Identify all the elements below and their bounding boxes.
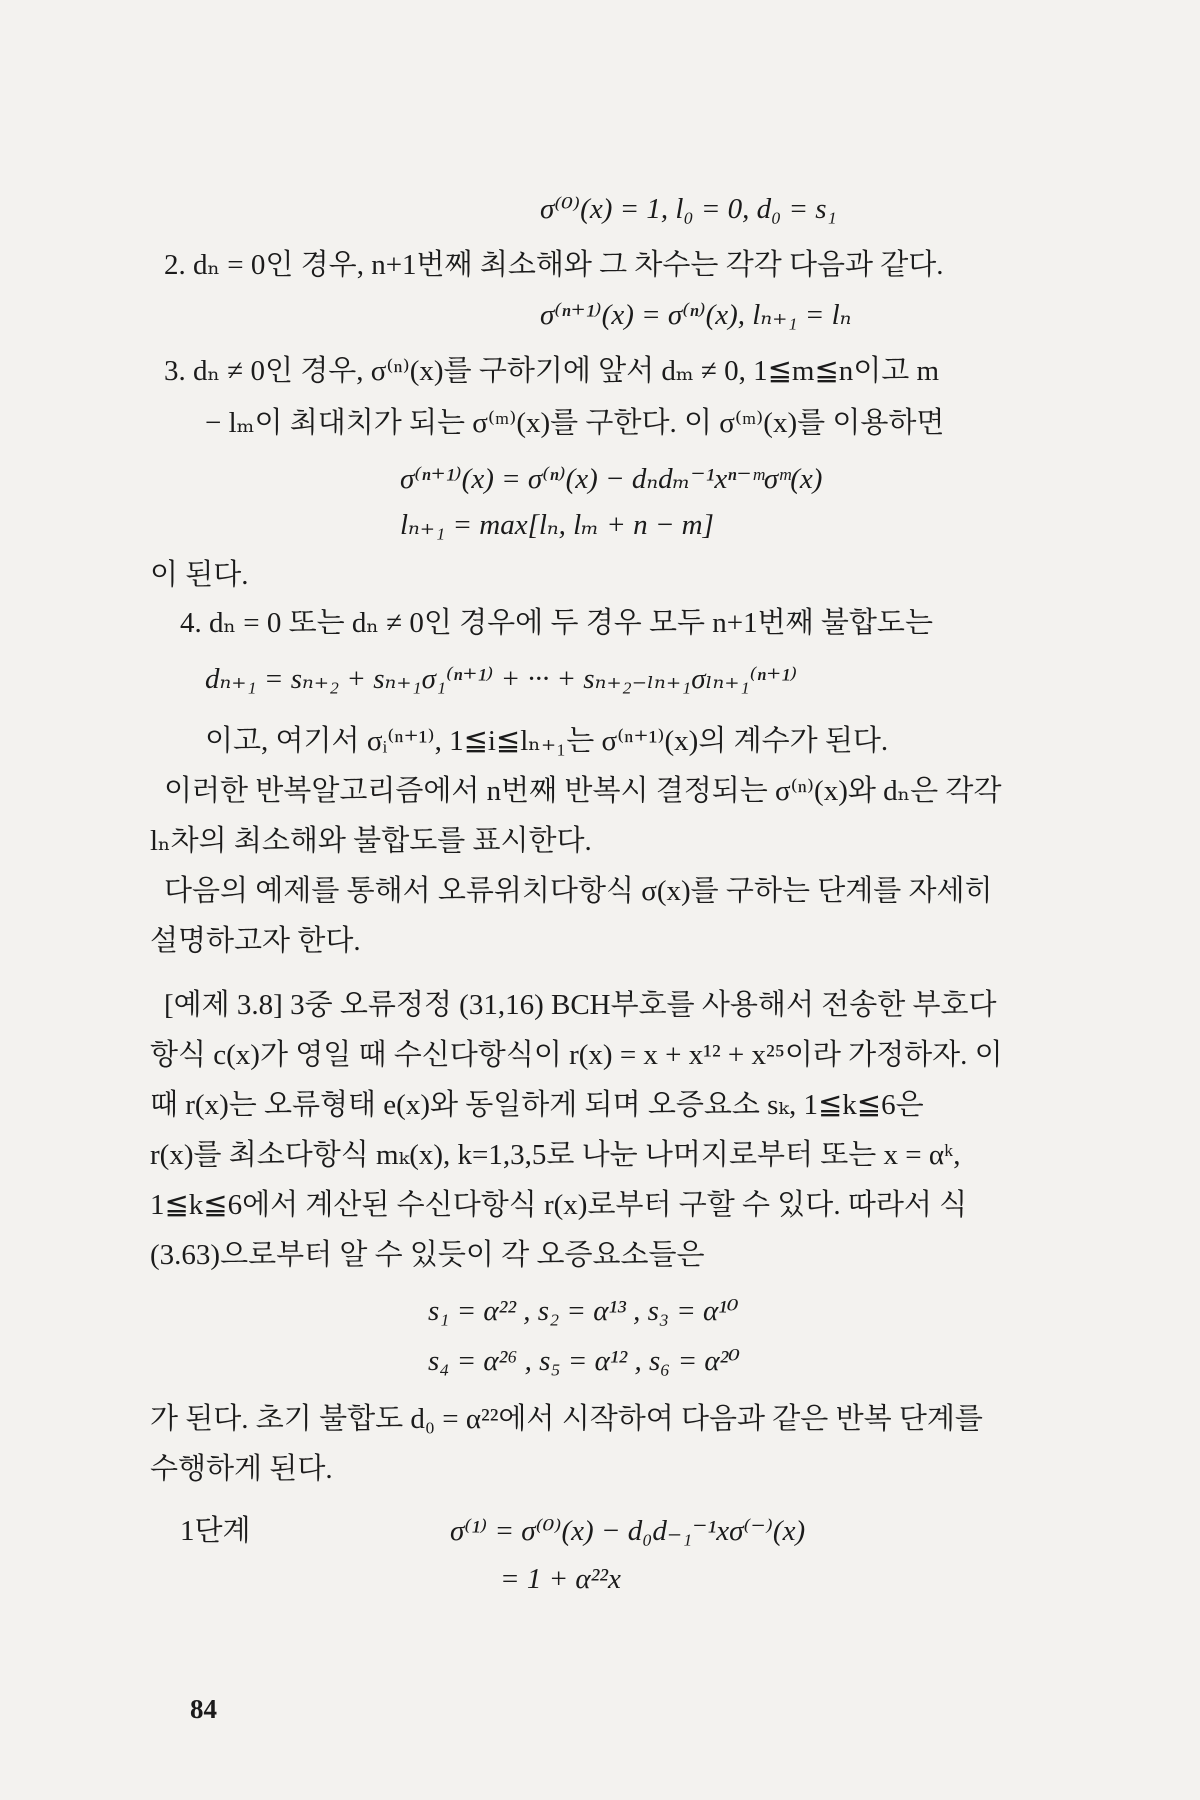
example-3-8-line6: (3.63)으로부터 알 수 있듯이 각 오증요소들은 (150, 1239, 705, 1271)
step-1-equation-line1: σ⁽¹⁾ = σ⁽⁰⁾(x) − d₀d₋₁⁻¹xσ⁽⁻⁾(x) (450, 1515, 806, 1547)
item-4-text: 4. dₙ = 0 또는 dₙ ≠ 0인 경우에 두 경우 모두 n+1번째 불합도는 (180, 607, 933, 639)
paragraph-initial-discrepancy-line1: 가 된다. 초기 불합도 d₀ = α²²에서 시작하여 다음과 같은 반복 단계를 (150, 1403, 983, 1435)
equation-sigma-update: σ⁽ⁿ⁺¹⁾(x) = σ⁽ⁿ⁾(x) − dₙdₘ⁻¹xⁿ⁻ᵐσᵐ(x) (400, 463, 823, 495)
example-3-8-line1: [예제 3.8] 3중 오류정정 (31,16) BCH부호를 사용해서 전송한 부호다 (164, 989, 997, 1021)
example-3-8-line2: 항식 c(x)가 영일 때 수신다항식이 r(x) = x + x¹² + x²⁵이라 가정하자. 이 (150, 1039, 1003, 1071)
paragraph-example-intro-line2: 설명하고자 한다. (150, 925, 361, 957)
item-3-text-line1: 3. dₙ ≠ 0인 경우, σ⁽ⁿ⁾(x)를 구하기에 앞서 dₘ ≠ 0, 1≦m≦n이고 m (164, 355, 940, 387)
equation-initial-conditions: σ⁽⁰⁾(x) = 1, l₀ = 0, d₀ = s₁ (540, 193, 837, 225)
step-1-equation-line2: = 1 + α²²x (500, 1563, 621, 1595)
example-3-8-line3: 때 r(x)는 오류형태 e(x)와 동일하게 되며 오증요소 sₖ, 1≦k≦6은 (150, 1089, 924, 1121)
example-3-8-line5: 1≦k≦6에서 계산된 수신다항식 r(x)로부터 구할 수 있다. 따라서 식 (150, 1189, 968, 1221)
example-3-8-line4: r(x)를 최소다항식 mₖ(x), k=1,3,5로 나눈 나머지로부터 또는 x = αᵏ, (150, 1139, 961, 1171)
paragraph-iteration-line1: 이러한 반복알고리즘에서 n번째 반복시 결정되는 σ⁽ⁿ⁾(x)와 dₙ은 각각 (164, 775, 1002, 807)
paragraph-iteration-line2: lₙ차의 최소해와 불합도를 표시한다. (150, 825, 592, 857)
item-2-text: 2. dₙ = 0인 경우, n+1번째 최소해와 그 차수는 각각 다음과 같다. (164, 249, 944, 281)
equation-l-update: lₙ₊₁ = max[lₙ, lₘ + n − m] (400, 509, 714, 541)
step-1-label: 1단계 (180, 1515, 251, 1547)
text-becomes: 이 된다. (150, 559, 249, 591)
paragraph-initial-discrepancy-line2: 수행하게 된다. (150, 1453, 333, 1485)
paragraph-example-intro-line1: 다음의 예제를 통해서 오류위치다항식 σ(x)를 구하는 단계를 자세히 (164, 875, 993, 907)
equation-discrepancy: dₙ₊₁ = sₙ₊₂ + sₙ₊₁σ₁⁽ⁿ⁺¹⁾ + ··· + sₙ₊₂₋ₗₙ₊₁σₗₙ₊₁⁽ⁿ⁺¹⁾ (205, 663, 798, 695)
page-number: 84 (190, 1694, 217, 1724)
text-coefficients: 이고, 여기서 σᵢ⁽ⁿ⁺¹⁾, 1≦i≦lₙ₊₁는 σ⁽ⁿ⁺¹⁾(x)의 계수가 된다. (205, 725, 889, 757)
syndromes-row-2: s₄ = α²⁶ , s₅ = α¹² , s₆ = α²⁰ (428, 1345, 740, 1377)
equation-item-2: σ⁽ⁿ⁺¹⁾(x) = σ⁽ⁿ⁾(x), lₙ₊₁ = lₙ (540, 299, 852, 331)
item-3-text-line2: − lₘ이 최대치가 되는 σ⁽ᵐ⁾(x)를 구한다. 이 σ⁽ᵐ⁾(x)를 이용하면 (205, 407, 945, 439)
syndromes-row-1: s₁ = α²² , s₂ = α¹³ , s₃ = α¹⁰ (428, 1295, 739, 1327)
